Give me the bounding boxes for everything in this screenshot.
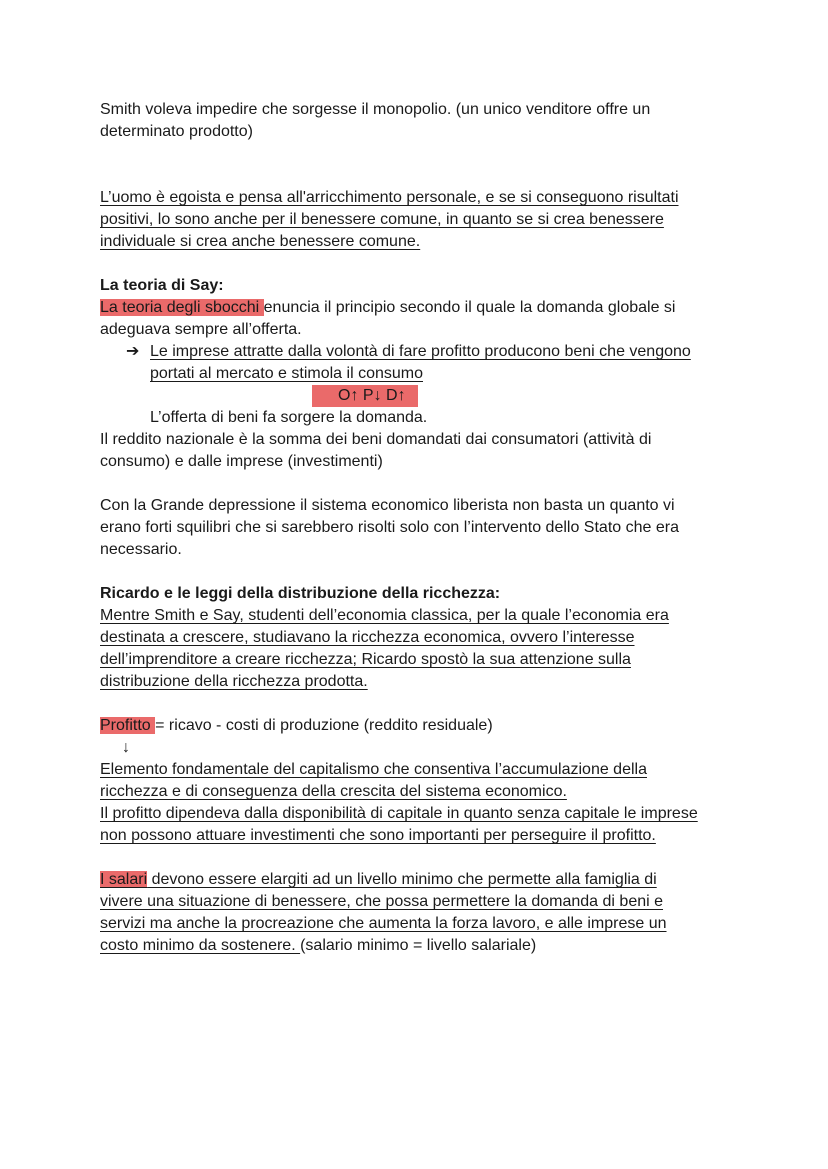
section-title: La teoria di Say: — [100, 277, 224, 294]
text-line: Con la Grande depressione il sistema economico liberista non basta un quanto vi — [100, 497, 675, 514]
text-line: L’offerta di beni fa sorgere la domanda. — [150, 409, 428, 426]
text-line: erano forti squilibri che si sarebbero risolti solo con l’intervento dello Stato che era — [100, 519, 679, 536]
highlighted-term: La teoria degli sbocchi — [100, 299, 264, 316]
text-line: Il reddito nazionale è la somma dei beni domandati dai consumatori (attività di — [100, 431, 652, 448]
text-fragment: costo minimo da sostenere. — [100, 937, 301, 954]
supply-price-demand-symbols: O↑ P↓ D↑ — [312, 385, 418, 407]
text-line: necessario. — [100, 541, 182, 558]
text-line: L’uomo è egoista e pensa all'arricchimento personale, e se si conseguono risultati — [100, 189, 679, 206]
text-line: Elemento fondamentale del capitalismo che consentiva l’accumulazione della — [100, 761, 647, 778]
text-line: distribuzione della ricchezza prodotta. — [100, 673, 368, 690]
text-line: dell’imprenditore a creare ricchezza; Ricardo spostò la sua attenzione sulla — [100, 651, 631, 668]
text-line: Mentre Smith e Say, studenti dell’economia classica, per la quale l’economia era — [100, 607, 669, 624]
paragraph-egoism — [100, 187, 740, 253]
paragraph-smith-monopoly — [100, 99, 740, 143]
text-line: destinata a crescere, studiavano la ricchezza economica, ovvero l’interesse — [100, 629, 635, 646]
text-line: consumo) e dalle imprese (investimenti) — [100, 453, 383, 470]
text-line: determinato prodotto) — [100, 123, 253, 140]
text-line — [100, 869, 740, 891]
section-ricardo — [100, 583, 740, 693]
bullet-item — [100, 341, 740, 363]
bullet-text: portati al mercato e stimola il consumo — [150, 365, 423, 382]
text-line: servizi ma anche la procreazione che aumenta la forza lavoro, e alle imprese un — [100, 915, 667, 932]
highlighted-term: Profitto — [100, 717, 156, 734]
symbol-line — [100, 385, 740, 407]
text-line: positivi, lo sono anche per il benessere comune, in quanto se si crea benessere — [100, 211, 664, 228]
arrow-bullet-icon: ➔ — [126, 343, 140, 360]
section-wages — [100, 869, 740, 957]
text-line: Smith voleva impedire che sorgesse il monopolio. (un unico venditore offre un — [100, 101, 651, 118]
text-fragment: devono essere elargiti ad un livello minimo che permette alla famiglia di — [147, 871, 657, 888]
highlighted-term: I salari — [100, 871, 148, 888]
text-line: vivere una situazione di benessere, che possa permettere la domanda di beni e — [100, 893, 664, 910]
text-line: adeguava sempre all’offerta. — [100, 321, 302, 338]
text-fragment: enuncia il principio secondo il quale la domanda globale si — [263, 299, 676, 316]
text-line: individuale si crea anche benessere comune. — [100, 233, 421, 250]
text-line: non possono attuare investimenti che sono importanti per perseguire il profitto. — [100, 827, 656, 844]
down-arrow-icon: ↓ — [122, 739, 130, 756]
text-line: Il profitto dipendeva dalla disponibilità di capitale in quanto senza capitale le imprese — [100, 805, 698, 822]
section-profit — [100, 715, 740, 847]
text-fragment: = ricavo - costi di produzione (reddito residuale) — [155, 717, 493, 734]
text-line — [100, 935, 740, 957]
section-title: Ricardo e le leggi della distribuzione della ricchezza: — [100, 585, 501, 602]
section-say — [100, 275, 740, 473]
paragraph-depression — [100, 495, 740, 561]
bullet-text: Le imprese attratte dalla volontà di fare profitto producono beni che vengono — [150, 343, 691, 360]
profit-definition — [100, 715, 740, 737]
text-fragment: (salario minimo = livello salariale) — [300, 937, 537, 954]
text-line: ricchezza e di conseguenza della crescita del sistema economico. — [100, 783, 567, 800]
text-line — [100, 297, 740, 319]
